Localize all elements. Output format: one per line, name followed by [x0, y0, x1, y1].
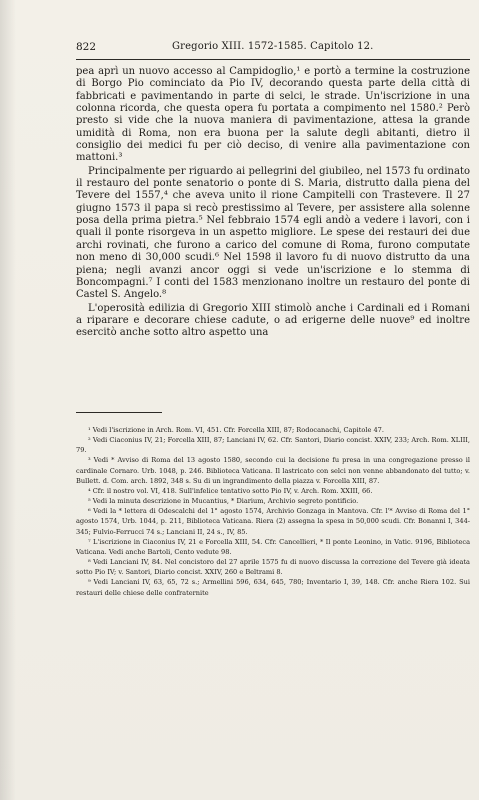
footnote: ⁴ Cfr. il nostro vol. VI, 418. Sull'infelice tentativo sotto Pio IV, v. Arch. Rom. XXIII, 66. [88, 486, 373, 495]
header-rule [76, 59, 470, 60]
footnotes [76, 425, 470, 598]
body-paragraph: pea aprì un nuovo accesso al Campidoglio,¹ e portò a termine la costruzione di Borgo Pio cominciato da Pio IV, decorando questa parte della città di fabbricati e pavimentando in parte di selci, le strade. Un'iscrizione in una colonna ricorda, che questa opera fu portata a compimento nel 1580.² Però presto si vide che la nuova maniera di pavimentazione, attesa la grande umidità di Roma, non era buona per la salute degli abitanti, dietro il consiglio dei medici fu per ciò deciso, di venire alla pavimentazione con mattoni.³ [76, 66, 470, 164]
footnote: ⁸ Vedi Lanciani IV, 84. Nel concistoro del 27 aprile 1575 fu di nuovo discussa la correzione del Tevere già ideata sotto Pio IV; v. Santori, Diario concist. XXIV, 260 e Beltrami 8. [76, 558, 470, 577]
body-paragraph: Principalmente per riguardo ai pellegrini del giubileo, nel 1573 fu ordinato il restauro del ponte senatorio o ponte di S. Maria, distrutto dalla piena del Tevere del 1557,⁴ che aveva unito il rione Campitelli con Trastevere. Il 27 giugno 1573 il papa si recò prestissimo al Tevere, per assistere alla solenne posa della prima pietra.⁵ Nel febbraio 1574 egli andò a vedere i lavori, con i quali il ponte risorgeva in un aspetto migliore. Le spese dei restauri dei due archi rovinati, che furono a carico del comune di Roma, furono computate non meno di 30,000 scudi.⁶ Nel 1598 il lavoro fu di nuovo distrutto da una piena; negli avanzi ancor oggi si vede un'iscrizione e lo stemma di Boncompagni.⁷ I conti del 1583 menzionano inoltre un restauro del ponte di Castel S. Angelo.⁸ [76, 165, 470, 301]
page-number: 822 [76, 41, 97, 53]
footnote: ⁷ L'iscrizione in Ciaconius IV, 21 e Forcella XIII, 54. Cfr. Cancellieri, * Il ponte Leonino, in Vatic. 9196, Biblioteca Vaticana. Vedi anche Bartoli, Cento vedute 98. [76, 537, 470, 556]
body-text [76, 66, 470, 341]
page-header [76, 40, 470, 56]
body-paragraph: L'operosità edilizia di Gregorio XIII stimolò anche i Cardinali ed i Romani a riparare e decorare chiese cadute, o ad erigerne delle nuove⁹ ed inoltre esercitò anche sotto altro aspetto una [76, 302, 470, 339]
footnote-separator [76, 412, 162, 413]
running-head: Gregorio XIII. 1572-1585. Capitolo 12. [172, 41, 374, 52]
footnote: ⁶ Vedi la * lettera di Odescalchi del 1° agosto 1574, Archivio Gonzaga in Mantova. Cfr. l'* Avviso di Roma del 1° agosto 1574, Urb. 1044, p. 211, Biblioteca Vaticana. Riera (2) assegna la spesa in 50,000 scudi. Cfr. Bonanni I, 344-345; Fulvio-Ferrucci 74 s.; Lanciani II, 24 s., IV, 85. [76, 507, 470, 536]
footnote: ⁹ Vedi Lanciani IV, 63, 65, 72 s.; Armellini 596, 634, 645, 780; Inventario I, 39, 148. Cfr. anche Riera 102. Sui restauri delle chiese delle confraternite [76, 578, 470, 597]
footnote: ³ Vedi * Avviso di Roma del 13 agosto 1580, secondo cui la decisione fu presa in una congregazione presso il cardinale Cornaro. Urb. 1048, p. 246. Biblioteca Vaticana. Il lastricato con selci non venne abbandonato del tutto; v. Bullett. d. Com. arch. 1892, 348 s. Su di un ingrandimento della piazza v. Forcella XIII, 87. [76, 456, 470, 485]
footnote: ² Vedi Ciaconius IV, 21; Forcella XIII, 87; Lanciani IV, 62. Cfr. Santori, Diario concist. XXIV, 233; Arch. Rom. XLIII, 79. [76, 436, 470, 455]
footnote: ⁵ Vedi la minuta descrizione in Mucantius, * Diarium, Archivio segreto pontificio. [88, 497, 359, 506]
footnote: ¹ Vedi l'iscrizione in Arch. Rom. VI, 451. Cfr. Forcella XIII, 87; Rodocanachi, Capitole 47. [88, 426, 384, 434]
page-edge-shadow [0, 0, 16, 800]
